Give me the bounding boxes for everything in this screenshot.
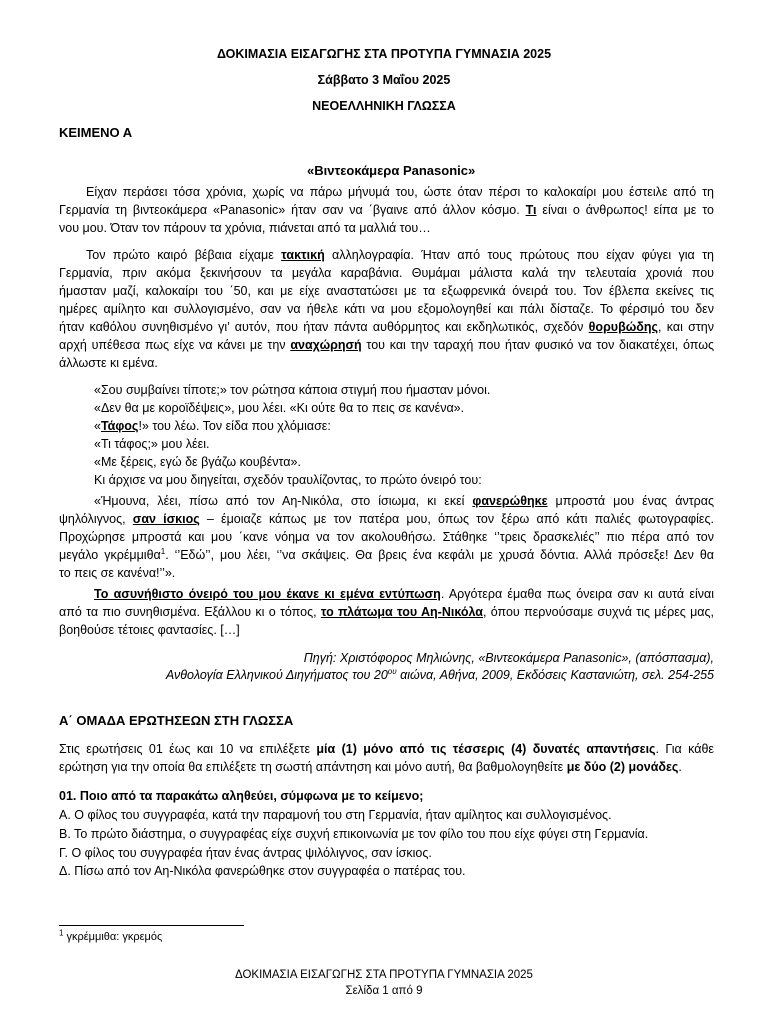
option-d: Δ. Πίσω από τον Αη-Νικόλα φανερώθηκε στον συγγραφέα ο πατέρας του. <box>59 864 466 878</box>
paragraph-1-line-3: νου μου. Όταν τον πάρουν τα χρόνια, πιάνεται από τα μαλλιά του… <box>59 221 431 235</box>
option-b: Β. Το πρώτο διάστημα, ο συγγραφέας είχε συχνή επικοινωνία με τον φίλο του που είχε φύγει στη Γερμανία. <box>59 827 649 841</box>
dialogue-line-6: Κι άρχισε να μου διηγείται, σχεδόν τραυλίζοντας, το πρώτο όνειρό του: <box>94 473 482 487</box>
paragraph-1-line-2: Γερμανία τη βιντεοκάμερα «Panasonic» ήταν σαν να ΄βγαινε από άλλον κόσμο. Τι είναι ο άνθρωπος! είπα με το <box>59 203 714 217</box>
footnote: $^1$ γκρέμμιθα: γκρεμός <box>59 928 163 943</box>
source-line-1: Πηγή: Χριστόφορος Μηλιώνης, «Βιντεοκάμερα Panasonic», (απόσπασμα), <box>303 651 714 665</box>
dream-line-1: «Ήμουνα, λέει, πίσω από τον Αη-Νικόλα, στο ίσιωμα, κι εκεί φανερώθηκε μπροστά μου ένας άντρας <box>94 494 714 508</box>
footnote-rule <box>59 925 244 926</box>
paragraph-3-line-2: από τα πιο συνηθισμένα. Εξάλλου κι ο τόπος, το πλάτωμα του Αη-Νικόλα, όπου περνούσαμε συχνά τις μέρες μας, <box>59 605 714 619</box>
text-label: ΚΕΙΜΕΝΟ Α <box>59 125 133 140</box>
instructions-line-2: ερώτηση για την οποία θα επιλέξετε τη σωστή απάντηση και μόνο αυτή, θα βαθμολογηθείτε με δύο (2) μονάδες. <box>59 760 682 774</box>
paragraph-3-line-1: Το ασυνήθιστο όνειρό του μου έκανε κι εμένα εντύπωση. Αργότερα έμαθα πως όνειρα σαν κι αυτά είναι <box>94 587 715 601</box>
paragraph-2-line-7: άλλωστε κι εμένα. <box>59 356 158 370</box>
paragraph-2-line-4: ημέρες αμίλητο και συλλογισμένο, σαν να ήθελε κάτι να μου εξομολογηθεί και πάλι δίσταζε. Το φέρσιμό του δεν <box>59 302 714 316</box>
source-line-2: Ανθολογία Ελληνικού Διηγήματος του $20^{o\upsilon}$ αιώνα, Αθήνα, 2009, Εκδόσεις Καστανιώτη, σελ. 254-255 <box>165 666 714 682</box>
paragraph-2-line-1: Τον πρώτο καιρό βέβαια είχαμε τακτική αλληλογραφία. Ήταν από τους πρώτους που είχαν φύγει για τη <box>86 248 714 262</box>
story-title: «Βιντεοκάμερα Panasonic» <box>307 163 476 178</box>
paragraph-2-line-3: ήμασταν μαζί, καλοκαίρι του ΄50, και με είχε αναστατώσει με τα εξωφρενικά όνειρά του. Τον έβλεπα εκείνες τις <box>59 284 714 298</box>
paragraph-3-line-3: βοηθούσε τέτοιες φαντασίες. […] <box>59 623 240 637</box>
dream-line-2: ψηλόλιγνος, σαν ίσκιος – έμοιαζε κάπως με τον πατέρα μου, όπως τον ξέρω από κάτι παλιές φωτογραφίες. <box>59 512 715 526</box>
dialogue-line-5: «Με ξέρεις, εγώ δε βγάζω κουβέντα». <box>94 455 301 469</box>
option-c: Γ. Ο φίλος του συγγραφέα ήταν ένας άντρας ψιλόλιγνος, σαν ίσκιος. <box>59 846 432 860</box>
section-heading: Α΄ ΟΜΑΔΑ ΕΡΩΤΗΣΕΩΝ ΣΤΗ ΓΛΩΣΣΑ <box>59 713 294 728</box>
paragraph-2-line-5: ήταν καθόλου συνηθισμένο γι’ αυτόν, που ήταν πάντα αυθόρμητος και εκδηλωτικός, σχεδόν θορυβώδης, και στην <box>59 320 715 334</box>
instructions-line-1: Στις ερωτήσεις 01 έως και 10 να επιλέξετε μία (1) μόνο από τις τέσσερις (4) δυνατές απαντήσεις. Για κάθε <box>59 742 714 756</box>
dream-line-5: το πεις σε κανένα!’’». <box>59 566 176 580</box>
paragraph-1-line-1: Είχαν περάσει τόσα χρόνια, χωρίς να πάρω μήνυμά του, ώστε όταν πέρσι το καλοκαίρι μου έστειλε από τη <box>86 185 714 199</box>
dialogue-line-3: «Τάφος!» του λέω. Τον είδα που χλόμιασε: <box>94 419 331 433</box>
paragraph-2-line-6: αρχή υπέθεσα πως είχε να κάνει με την αναχώρησή του και την ταραχή που ήταν φυσικό να τον διακατέχει, όπως <box>59 338 714 352</box>
question-title: 01. Ποιο από τα παρακάτω αληθεύει, σύμφωνα με το κείμενο; <box>59 789 424 803</box>
dialogue-line-1: «Σου συμβαίνει τίποτε;» τον ρώτησα κάποια στιγμή που ήμασταν μόνοι. <box>94 383 491 397</box>
dialogue-line-4: «Τι τάφος;» μου λέει. <box>94 437 210 451</box>
dream-line-4: μεγάλο γκρέμμιθα$^1$. ‘’Εδώ’’, μου λέει, ‘’να σκάψεις. Θα βρεις ένα κεφάλι με χρυσά δόντια. Αλλά πρόσεξε! Δεν θα <box>59 546 714 562</box>
exam-date: Σάββατο 3 Μαΐου 2025 <box>317 73 451 87</box>
option-a: Α. Ο φίλος του συγγραφέα, κατά την παραμονή του στη Γερμανία, ήταν αμίλητος και συλλογισμένος. <box>59 808 612 822</box>
dialogue-line-2: «Δεν θα με κοροϊδέψεις», μου λέει. «Κι ούτε θα το πεις σε κανένα». <box>94 401 465 415</box>
paragraph-2-line-2: Γερμανία, πριν ακόμα ξεκινήσουν τα μεγάλα καραβάνια. Θυμάμαι μάλιστα καλά την τελευταία χρονιά που <box>59 266 714 280</box>
footer-title: ΔΟΚΙΜΑΣΙΑ ΕΙΣΑΓΩΓΗΣ ΣΤΑ ΠΡΟΤΥΠΑ ΓΥΜΝΑΣΙΑ 2025 <box>235 969 533 981</box>
footnote-ref: 1 <box>160 546 166 556</box>
exam-subject: ΝΕΟΕΛΛΗΝΙΚΗ ΓΛΩΣΣΑ <box>312 99 456 113</box>
footer-page-number: Σελίδα 1 από 9 <box>345 985 423 997</box>
dream-line-3: Προχώρησε μπροστά και μου ΄κανε νόημα να τον ακολουθήσω. Στάθηκε ‘’τρεις δρασκελιές’’ πιο πέρα από τον <box>59 530 714 544</box>
exam-title: ΔΟΚΙΜΑΣΙΑ ΕΙΣΑΓΩΓΗΣ ΣΤΑ ΠΡΟΤΥΠΑ ΓΥΜΝΑΣΙΑ 2025 <box>216 47 552 61</box>
